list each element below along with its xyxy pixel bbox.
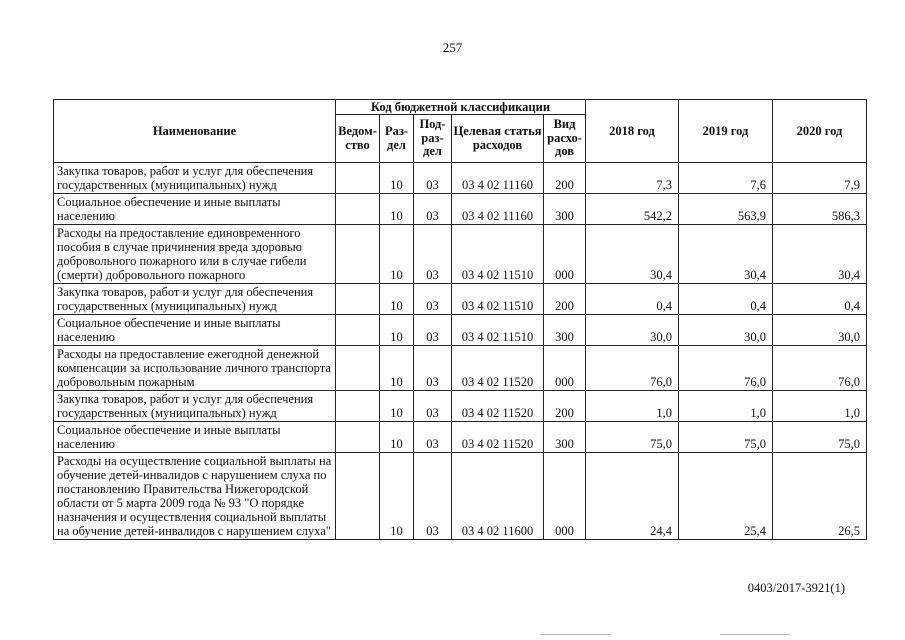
cell-section: 10 bbox=[380, 315, 414, 346]
table-row bbox=[54, 163, 867, 194]
cell-section: 10 bbox=[380, 453, 414, 540]
cell-2018: 1,0 bbox=[586, 391, 679, 422]
cell-dept bbox=[336, 422, 380, 453]
cell-2020: 30,4 bbox=[773, 225, 867, 284]
cell-2019: 76,0 bbox=[679, 346, 773, 391]
cell-subsection: 03 bbox=[414, 194, 452, 225]
cell-2020: 1,0 bbox=[773, 391, 867, 422]
table-row bbox=[54, 284, 867, 315]
cell-dept bbox=[336, 163, 380, 194]
cell-subsection: 03 bbox=[414, 284, 452, 315]
cell-exp-type: 300 bbox=[544, 315, 586, 346]
cell-exp-type: 000 bbox=[544, 453, 586, 540]
table-body bbox=[54, 163, 867, 540]
cell-subsection: 03 bbox=[414, 346, 452, 391]
cell-2020: 0,4 bbox=[773, 284, 867, 315]
cell-dept bbox=[336, 225, 380, 284]
cell-2018: 24,4 bbox=[586, 453, 679, 540]
header-2018: 2018 год bbox=[586, 100, 679, 163]
cell-2019: 30,4 bbox=[679, 225, 773, 284]
document-code: 0403/2017-3921(1) bbox=[747, 581, 845, 595]
cell-dept bbox=[336, 346, 380, 391]
cell-target: 03 4 02 11160 bbox=[452, 163, 544, 194]
cell-dept bbox=[336, 194, 380, 225]
cell-subsection: 03 bbox=[414, 453, 452, 540]
cell-2019: 1,0 bbox=[679, 391, 773, 422]
cell-section: 10 bbox=[380, 346, 414, 391]
cell-subsection: 03 bbox=[414, 315, 452, 346]
table-row bbox=[54, 346, 867, 391]
cell-2020: 75,0 bbox=[773, 422, 867, 453]
header-name: Наименование bbox=[54, 100, 336, 163]
cell-2020: 586,3 bbox=[773, 194, 867, 225]
cell-2019: 25,4 bbox=[679, 453, 773, 540]
cell-name: Расходы на осуществление социальной выплаты на обучение детей-инвалидов с нарушением слуха по постановлению Правительства Нижегородской области от 5 марта 2009 года № 93 "О порядке назначения и осуществления социальной выплаты на обучение детей-инвалидов с нарушением слуха" bbox=[54, 453, 336, 540]
table-row bbox=[54, 391, 867, 422]
cell-subsection: 03 bbox=[414, 422, 452, 453]
table-row bbox=[54, 315, 867, 346]
cell-2019: 7,6 bbox=[679, 163, 773, 194]
cell-2020: 30,0 bbox=[773, 315, 867, 346]
cell-2018: 542,2 bbox=[586, 194, 679, 225]
table-row bbox=[54, 453, 867, 540]
cell-2019: 75,0 bbox=[679, 422, 773, 453]
scan-artifact bbox=[720, 634, 790, 635]
cell-section: 10 bbox=[380, 422, 414, 453]
cell-section: 10 bbox=[380, 194, 414, 225]
cell-subsection: 03 bbox=[414, 391, 452, 422]
cell-2018: 30,0 bbox=[586, 315, 679, 346]
cell-section: 10 bbox=[380, 391, 414, 422]
cell-name: Социальное обеспечение и иные выплаты населению bbox=[54, 194, 336, 225]
cell-2018: 7,3 bbox=[586, 163, 679, 194]
cell-section: 10 bbox=[380, 163, 414, 194]
cell-name: Социальное обеспечение и иные выплаты населению bbox=[54, 315, 336, 346]
cell-exp-type: 300 bbox=[544, 194, 586, 225]
table-row bbox=[54, 194, 867, 225]
scan-artifact bbox=[540, 634, 610, 635]
header-target: Целевая статья расходов bbox=[452, 115, 544, 163]
table-row bbox=[54, 225, 867, 284]
page-number: 257 bbox=[442, 40, 463, 55]
header-2019: 2019 год bbox=[679, 100, 773, 163]
cell-2019: 0,4 bbox=[679, 284, 773, 315]
cell-2018: 76,0 bbox=[586, 346, 679, 391]
header-section: Раз-дел bbox=[380, 115, 414, 163]
table-row bbox=[54, 422, 867, 453]
cell-target: 03 4 02 11160 bbox=[452, 194, 544, 225]
cell-target: 03 4 02 11600 bbox=[452, 453, 544, 540]
cell-target: 03 4 02 11520 bbox=[452, 391, 544, 422]
cell-dept bbox=[336, 391, 380, 422]
cell-exp-type: 200 bbox=[544, 391, 586, 422]
cell-2020: 76,0 bbox=[773, 346, 867, 391]
cell-target: 03 4 02 11520 bbox=[452, 346, 544, 391]
cell-target: 03 4 02 11510 bbox=[452, 284, 544, 315]
cell-name: Расходы на предоставление ежегодной денежной компенсации за использование личного транспорта добровольным пожарным bbox=[54, 346, 336, 391]
cell-2018: 75,0 bbox=[586, 422, 679, 453]
cell-2020: 7,9 bbox=[773, 163, 867, 194]
cell-exp-type: 300 bbox=[544, 422, 586, 453]
header-dept: Ведом-ство bbox=[336, 115, 380, 163]
cell-name: Закупка товаров, работ и услуг для обеспечения государственных (муниципальных) нужд bbox=[54, 284, 336, 315]
cell-exp-type: 200 bbox=[544, 284, 586, 315]
table-header bbox=[54, 100, 867, 163]
cell-section: 10 bbox=[380, 225, 414, 284]
cell-target: 03 4 02 11520 bbox=[452, 422, 544, 453]
cell-2019: 563,9 bbox=[679, 194, 773, 225]
cell-dept bbox=[336, 315, 380, 346]
cell-target: 03 4 02 11510 bbox=[452, 315, 544, 346]
cell-name: Расходы на предоставление единовременного пособия в случае причинения вреда здоровью добровольного пожарного или в случае гибели (смерти) добровольного пожарного bbox=[54, 225, 336, 284]
cell-dept bbox=[336, 284, 380, 315]
budget-table bbox=[53, 99, 867, 540]
cell-2020: 26,5 bbox=[773, 453, 867, 540]
cell-exp-type: 000 bbox=[544, 346, 586, 391]
cell-2019: 30,0 bbox=[679, 315, 773, 346]
cell-exp-type: 000 bbox=[544, 225, 586, 284]
cell-subsection: 03 bbox=[414, 225, 452, 284]
cell-2018: 30,4 bbox=[586, 225, 679, 284]
cell-dept bbox=[336, 453, 380, 540]
header-exp-type: Вид расхо-дов bbox=[544, 115, 586, 163]
cell-2018: 0,4 bbox=[586, 284, 679, 315]
cell-subsection: 03 bbox=[414, 163, 452, 194]
cell-exp-type: 200 bbox=[544, 163, 586, 194]
header-budget-code: Код бюджетной классификации bbox=[336, 100, 586, 115]
header-subsection: Под-раз-дел bbox=[414, 115, 452, 163]
cell-name: Закупка товаров, работ и услуг для обеспечения государственных (муниципальных) нужд bbox=[54, 163, 336, 194]
cell-target: 03 4 02 11510 bbox=[452, 225, 544, 284]
cell-name: Закупка товаров, работ и услуг для обеспечения государственных (муниципальных) нужд bbox=[54, 391, 336, 422]
cell-name: Социальное обеспечение и иные выплаты населению bbox=[54, 422, 336, 453]
cell-section: 10 bbox=[380, 284, 414, 315]
header-2020: 2020 год bbox=[773, 100, 867, 163]
